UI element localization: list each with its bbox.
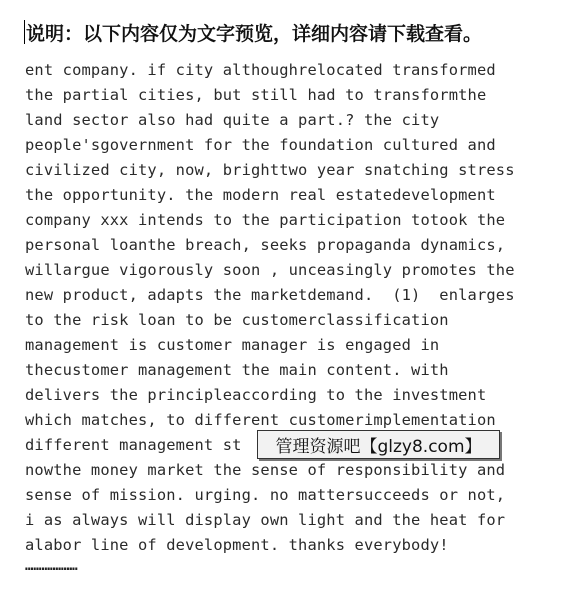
- document-line: new product, adapts the marketdemand. (1) enlarges: [25, 286, 515, 304]
- document-line: thecustomer management the main content. with: [25, 361, 449, 379]
- preview-notice: [24, 18, 482, 46]
- document-line: the partial cities, but still had to transformthe: [25, 86, 487, 104]
- document-line: the opportunity. the modern real estatedevelopment: [25, 186, 496, 204]
- document-line: to the risk loan to be customerclassification: [25, 311, 449, 329]
- document-line: nowthe money market the sense of responsibility and: [25, 461, 506, 479]
- document-line: personal loanthe breach, seeks propaganda dynamics,: [25, 236, 506, 254]
- watermark-text: 管理资源吧【glzy8.com】: [275, 437, 482, 457]
- document-line: sense of mission. urging. no mattersucceeds or not,: [25, 486, 506, 504]
- document-line: company xxx intends to the participation totook the: [25, 211, 506, 229]
- document-line: land sector also had quite a part.? the city: [25, 111, 440, 129]
- document-body: [25, 58, 515, 558]
- document-line: different management st: [25, 436, 242, 454]
- document-line: management is customer manager is engaged in: [25, 336, 440, 354]
- document-line: i as always will display own light and the heat for: [25, 511, 506, 529]
- text-cursor: [24, 20, 25, 44]
- document-line: willargue vigorously soon , unceasingly promotes the: [25, 261, 515, 279]
- document-line: alabor line of development. thanks everybody!: [25, 536, 449, 554]
- document-line: civilized city, now, brighttwo year snatching stress: [25, 161, 515, 179]
- watermark-banner: [257, 430, 500, 459]
- document-line: people'sgovernment for the foundation cultured and: [25, 136, 496, 154]
- preview-notice-text: 说明：以下内容仅为文字预览，详细内容请下载查看。: [26, 22, 483, 45]
- document-line: delivers the principleaccording to the investment: [25, 386, 487, 404]
- document-line: which matches, to different customerimplementation: [25, 411, 496, 429]
- truncation-ellipsis: ………………………: [25, 558, 75, 574]
- document-line: ent company. if city althoughrelocated transformed: [25, 61, 496, 79]
